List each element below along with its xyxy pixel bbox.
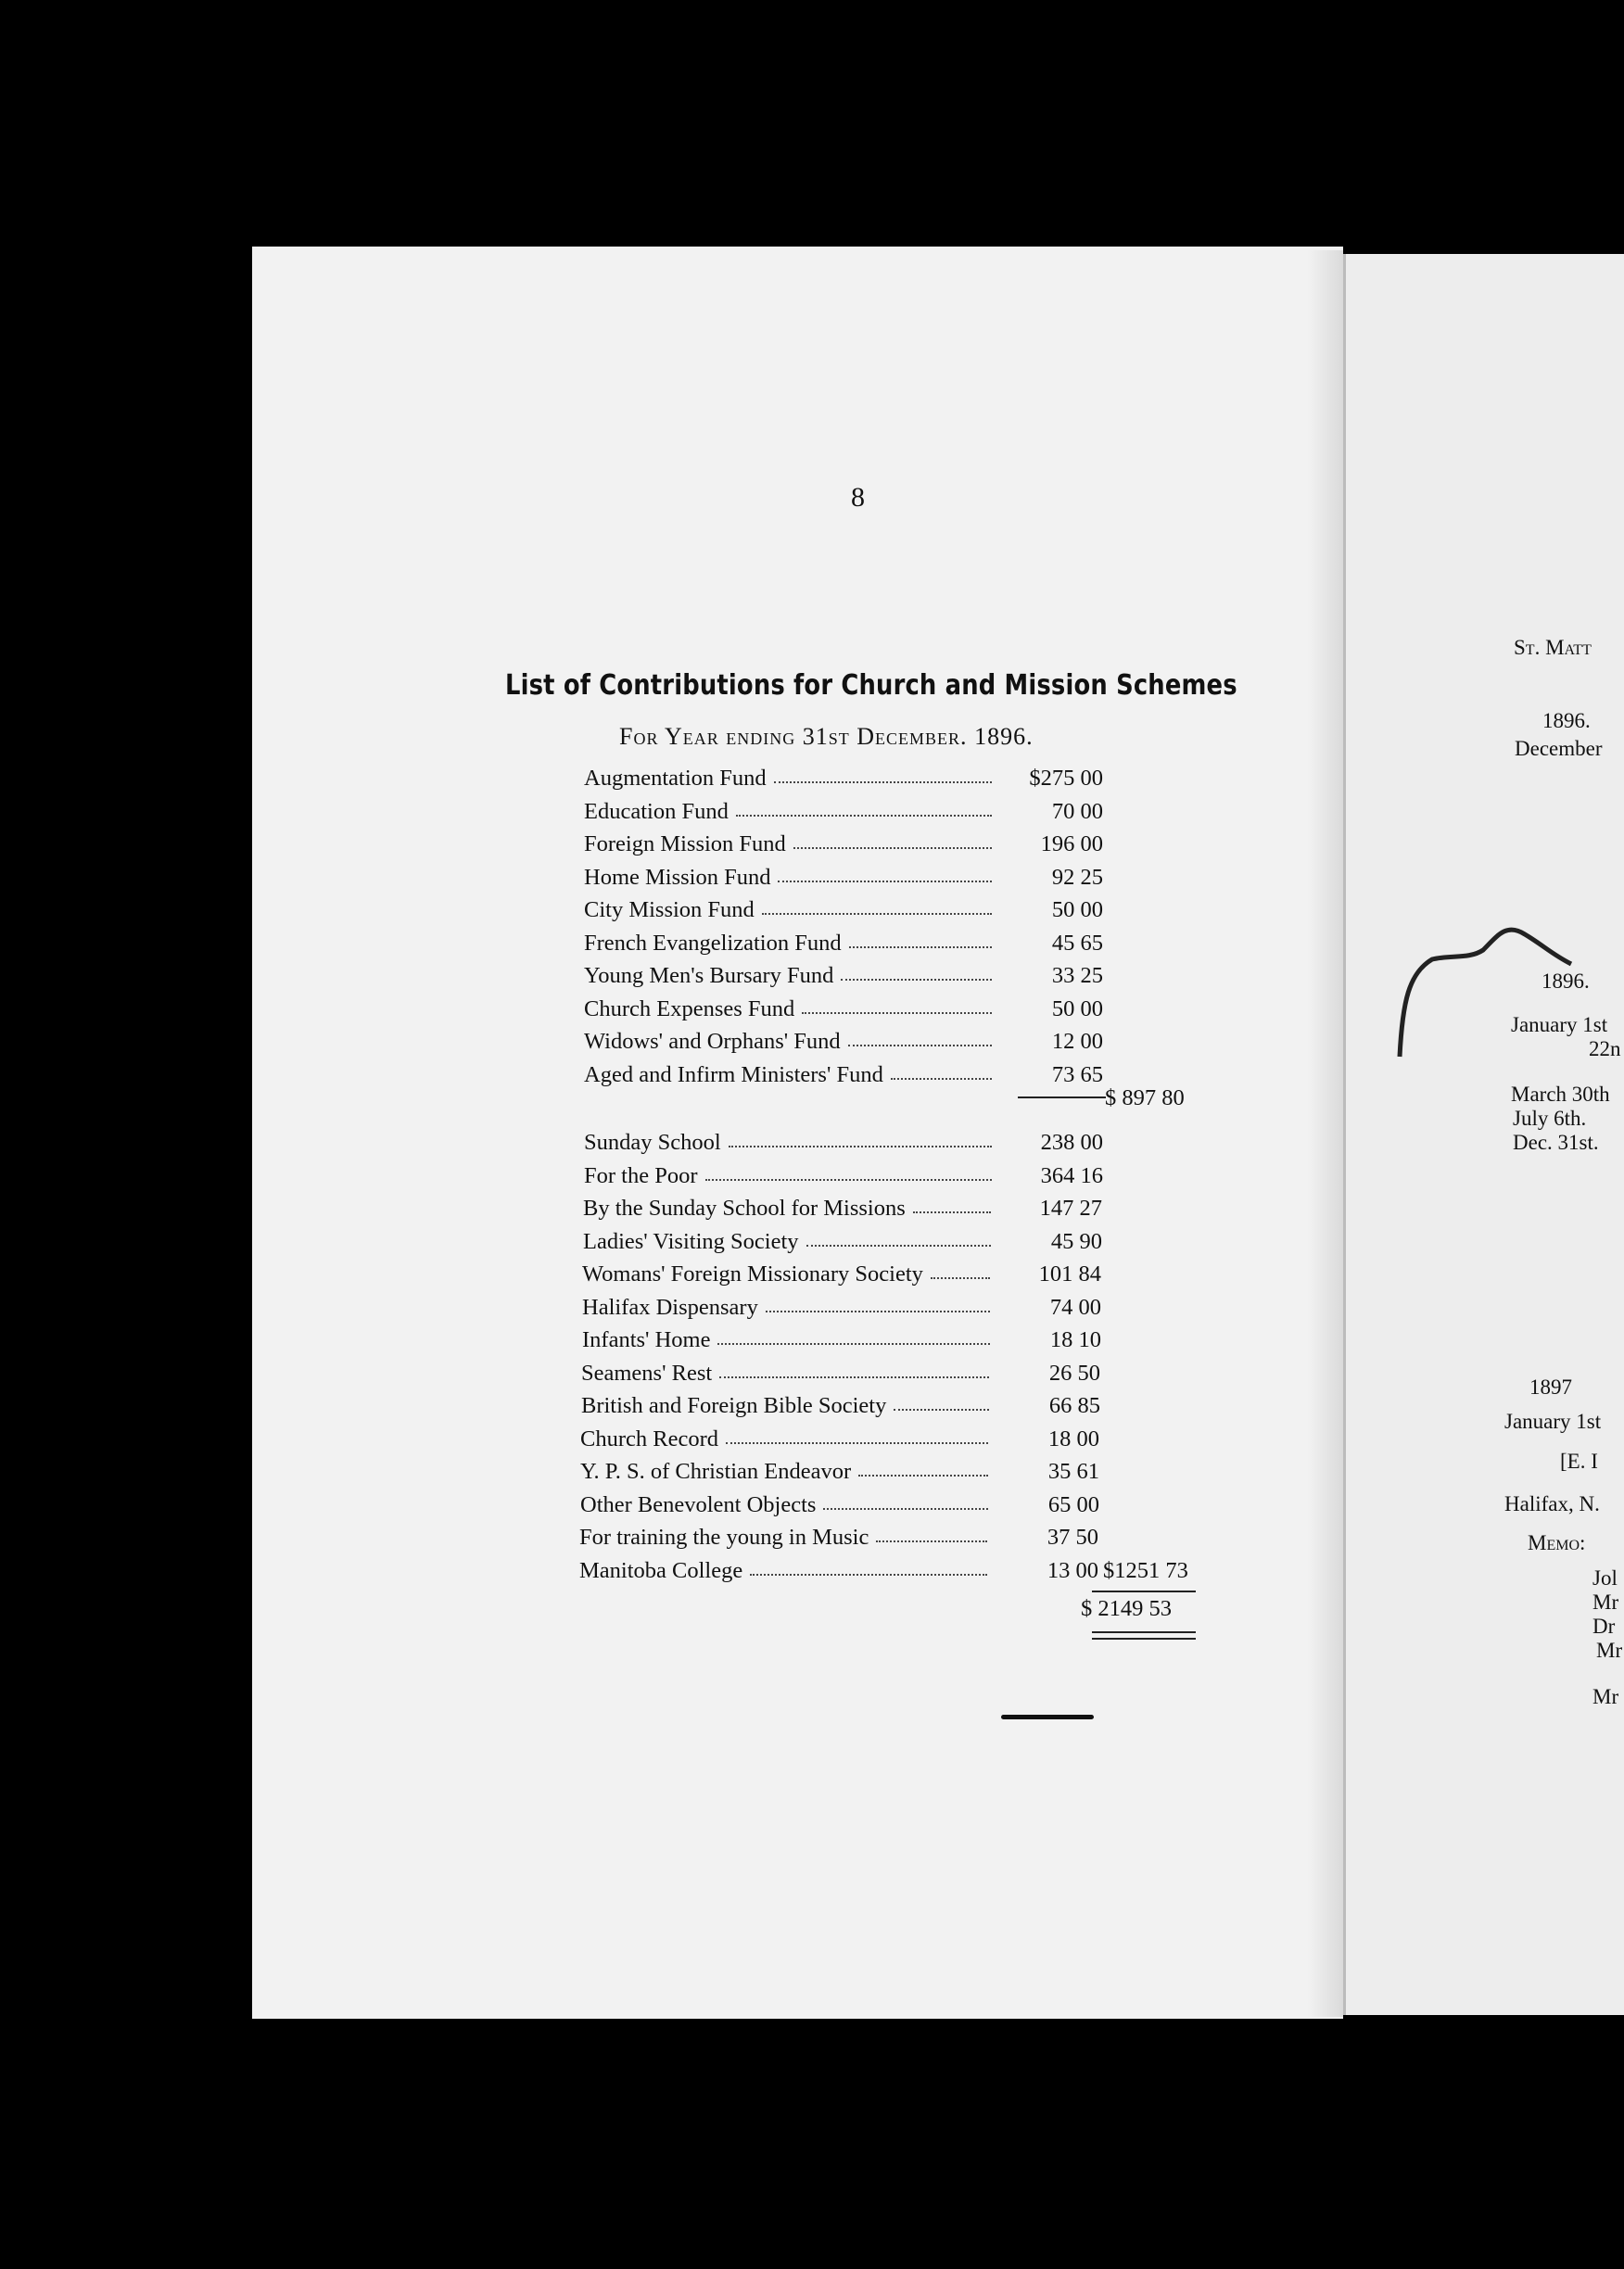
dot-leader [736, 815, 992, 817]
table-row [584, 861, 1214, 894]
right-page-line: Dec. 31st. [1513, 1131, 1599, 1154]
fund-amount: 196 00 [1040, 831, 1103, 856]
table-row [582, 1291, 1212, 1325]
table-row [582, 1258, 1212, 1291]
dot-leader [802, 1012, 992, 1014]
right-page-line: July 6th. [1513, 1107, 1587, 1130]
group-subtotal: $1251 73 [1103, 1557, 1188, 1583]
table-row [579, 1554, 1210, 1588]
fund-amount: 50 00 [1051, 995, 1103, 1021]
fund-name: Foreign Mission Fund [584, 831, 786, 856]
dot-leader [705, 1179, 993, 1181]
dot-leader [766, 1311, 990, 1312]
page-subtitle [619, 723, 1034, 751]
fund-amount: 37 50 [1047, 1525, 1098, 1550]
right-page-line: 22n [1589, 1037, 1621, 1060]
fund-amount: 101 84 [1038, 1261, 1101, 1287]
dot-leader [717, 1343, 990, 1345]
grand-total: $ 2149 53 [1081, 1596, 1172, 1621]
table-row [579, 1521, 1210, 1554]
right-page-line: March 30th [1511, 1083, 1610, 1106]
group1-subtotal: $ 897 80 [1105, 1085, 1185, 1110]
total-double-rule-1 [1092, 1631, 1196, 1633]
fund-amount: 50 00 [1051, 897, 1103, 922]
fund-name: Manitoba College [579, 1557, 743, 1583]
table-row [584, 1025, 1214, 1058]
fund-amount: 66 85 [1048, 1393, 1100, 1418]
dot-leader [762, 913, 992, 915]
right-page-line: Dr [1592, 1615, 1616, 1638]
table-row [583, 1192, 1213, 1225]
subtotal-rule [1018, 1096, 1106, 1098]
fund-name: For the Poor [584, 1162, 698, 1188]
dot-leader [793, 847, 992, 849]
fund-amount: 18 10 [1049, 1327, 1101, 1352]
fund-name: Education Fund [584, 798, 729, 824]
dot-leader [778, 881, 992, 882]
table-row [581, 1357, 1212, 1390]
dot-leader [726, 1442, 988, 1444]
table-row [584, 927, 1214, 960]
table-row [583, 1225, 1213, 1259]
dot-leader [774, 781, 992, 783]
dot-leader [894, 1409, 989, 1411]
fund-amount: 147 27 [1039, 1196, 1102, 1221]
right-page-line: January 1st [1511, 1013, 1608, 1036]
fund-name: Womans' Foreign Missionary Society [582, 1261, 923, 1287]
fund-name: Widows' and Orphans' Fund [584, 1029, 841, 1054]
right-page-line: Mr [1592, 1591, 1619, 1614]
table-row [580, 1423, 1211, 1456]
dot-leader [913, 1211, 991, 1213]
fund-amount: 33 25 [1051, 963, 1103, 988]
closing-rule [1001, 1715, 1094, 1719]
fund-name: By the Sunday School for Missions [583, 1196, 906, 1221]
dot-leader [876, 1540, 987, 1542]
fund-name: Aged and Infirm Ministers' Fund [584, 1061, 883, 1087]
fund-amount: 45 65 [1051, 930, 1103, 956]
table-row [580, 1489, 1211, 1522]
dot-leader [806, 1245, 992, 1247]
table-row [582, 1324, 1212, 1357]
page-fold-shadow [1307, 250, 1344, 2017]
fund-amount: 92 25 [1051, 864, 1103, 890]
fund-amount: 18 00 [1047, 1426, 1099, 1451]
total-rule-top [1092, 1591, 1196, 1592]
fund-amount: 364 16 [1040, 1162, 1103, 1188]
fund-amount: 70 00 [1051, 798, 1103, 824]
subtitle-year: 1896. [974, 723, 1034, 750]
dot-leader [823, 1508, 988, 1510]
page-number: 8 [851, 482, 865, 513]
fund-name: Infants' Home [582, 1327, 711, 1352]
dot-leader [750, 1574, 987, 1576]
right-page-line: 1897 [1529, 1375, 1572, 1399]
fund-amount: 74 00 [1049, 1294, 1101, 1320]
right-page-line: Mr [1592, 1685, 1619, 1708]
fund-amount: $275 00 [1029, 766, 1103, 791]
table-row [584, 959, 1214, 993]
right-page-line: St. Matt [1514, 636, 1592, 659]
table-row [584, 795, 1214, 829]
dot-leader [841, 979, 992, 981]
page-title: List of Contributions for Church and Mission Schemes [505, 669, 1237, 702]
fund-amount: 45 90 [1050, 1228, 1102, 1254]
right-page-line: Jol [1592, 1566, 1618, 1590]
fund-name: Other Benevolent Objects [580, 1491, 817, 1517]
right-page-line: [E. I [1560, 1450, 1598, 1473]
fund-name: Augmentation Fund [584, 766, 767, 791]
dot-leader [858, 1475, 988, 1477]
fund-name: Y. P. S. of Christian Endeavor [580, 1459, 852, 1484]
table-row [584, 828, 1214, 861]
fund-name: French Evangelization Fund [584, 930, 842, 956]
subtitle-prefix: For Year ending 31st December. [619, 723, 968, 750]
ink-scribble [1395, 918, 1599, 1066]
right-page-line: December [1515, 737, 1603, 760]
fund-amount: 12 00 [1051, 1029, 1103, 1054]
table-row [584, 993, 1214, 1026]
dot-leader [931, 1277, 990, 1279]
fund-amount: 65 00 [1047, 1491, 1099, 1517]
fund-name: Seamens' Rest [581, 1360, 713, 1386]
dot-leader [891, 1078, 992, 1080]
right-page-line: Memo: [1528, 1531, 1586, 1554]
fund-amount: 26 50 [1048, 1360, 1100, 1386]
total-double-rule-2 [1092, 1638, 1196, 1640]
fund-amount: 238 00 [1040, 1130, 1103, 1155]
dot-leader [729, 1146, 992, 1147]
table-row [580, 1455, 1211, 1489]
fund-amount: 13 00 [1047, 1557, 1098, 1583]
fund-name: Ladies' Visiting Society [583, 1228, 799, 1254]
right-page-line: January 1st [1504, 1410, 1602, 1433]
fund-name: Young Men's Bursary Fund [584, 963, 834, 988]
table-row [584, 1160, 1214, 1193]
fund-name: Halifax Dispensary [582, 1294, 758, 1320]
fund-name: Church Expenses Fund [584, 995, 795, 1021]
fund-name: Home Mission Fund [584, 864, 771, 890]
dot-leader [719, 1376, 989, 1378]
fund-name: City Mission Fund [584, 897, 755, 922]
fund-name: British and Foreign Bible Society [581, 1393, 887, 1418]
fund-name: Sunday School [584, 1130, 721, 1155]
right-page-line: 1896. [1542, 970, 1590, 993]
right-page-line: Halifax, N. [1504, 1492, 1600, 1515]
fund-name: Church Record [580, 1426, 718, 1451]
table-row [584, 1126, 1214, 1160]
dot-leader [848, 1045, 992, 1046]
dot-leader [849, 946, 992, 948]
right-page-line: 1896. [1542, 709, 1591, 732]
table-row [581, 1389, 1212, 1423]
fund-amount: 35 61 [1047, 1459, 1099, 1484]
table-row [584, 762, 1214, 795]
fund-amount: 73 65 [1051, 1061, 1103, 1087]
fund-name: For training the young in Music [579, 1525, 869, 1550]
table-row [584, 894, 1214, 927]
right-page-line: Mr [1596, 1639, 1623, 1662]
